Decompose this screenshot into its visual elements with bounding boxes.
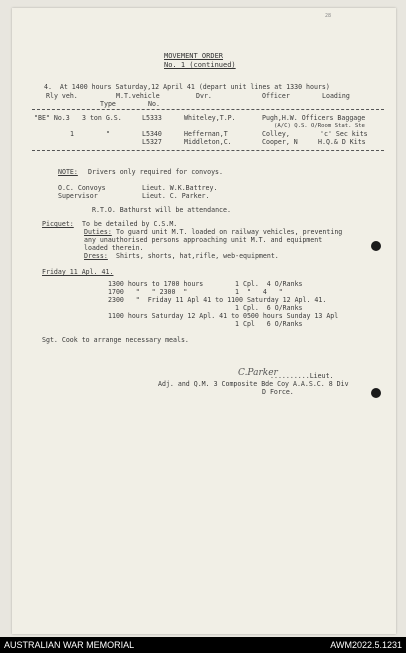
footer-right-label: AWM2022.5.1231 [330,640,402,650]
duties-label: Duties: [84,228,112,236]
header-no: No. [148,100,160,108]
header-rly-veh: Rly veh. [46,92,78,100]
adj-line: Adj. and Q.M. 3 Composite Bde Coy A.A.S.C. 8 Div [158,380,349,388]
supervisor-value: Lieut. C. Parker. [142,192,210,200]
supervisor-label: Supervisor [58,192,98,200]
d-force-line: D Force. [262,388,294,396]
row-1-rly: "BE" No.3 [34,114,70,122]
schedule-line-2: 1700 " " 2300 " 1 " 4 " [108,288,283,296]
row-2-officer: Colley, [262,130,290,138]
oc-convoys-value: Lieut. W.K.Battrey. [142,184,218,192]
header-loading: Loading [322,92,350,100]
sgt-cook-line: Sgt. Cook to arrange necessary meals. [42,336,189,344]
row-2-loading: 'c' Sec kits [320,130,368,138]
row-1-dvr: Whiteley,T.P. [184,114,236,122]
picquet-text: To be detailed by C.S.M. [82,220,178,228]
row-3-loading: H.Q.& D Kits [318,138,366,146]
corner-mark: 28 [325,13,332,19]
header-type: Type [100,100,116,108]
row-2-no: L5340 [142,130,162,138]
row-2-rly: 1 [70,130,74,138]
row-3-officer: Cooper, N [262,138,298,146]
footer-bar [0,637,406,653]
note-text: Drivers only required for convoys. [88,168,223,176]
schedule-line-5: 1100 hours Saturday 12 Apl. 41 to 0500 hours Sunday 13 Apl [108,312,339,320]
row-1-type: 3 ton G.S. [82,114,122,122]
row-1-no: L5333 [142,114,162,122]
schedule-line-1: 1300 hours to 1700 hours 1 Cpl. 4 O/Ranks [108,280,303,288]
duties-text-3: loaded therein. [84,244,144,252]
duties-text-2: any unauthorised persons approaching unit M.T. and equipment [84,236,323,244]
item-4: 4. At 1400 hours Saturday,12 April 41 (depart unit lines at 1330 hours) [44,83,330,91]
row-2-type: " [106,130,110,138]
picquet-label: Picquet: [42,220,74,228]
friday-heading: Friday 11 Apl. 41. [42,268,114,276]
schedule-line-6: 1 Cpl 6 O/Ranks [108,320,303,328]
row-2-dvr: Heffernan,T [184,130,228,138]
punch-hole-bottom [371,388,381,398]
table-bottom-rule [32,150,384,151]
schedule-line-4: 1 Cpl. 6 O/Ranks [108,304,303,312]
table-top-rule [32,109,384,110]
signature-dots: ..........Lieut. [270,372,334,380]
signature: C.Parker [238,368,278,378]
header-officer: Officer [262,92,290,100]
duties-text-1: To guard unit M.T. loaded on railway vehicles, preventing [116,228,343,236]
row-3-no: L5327 [142,138,162,146]
punch-hole-top [371,241,381,251]
order-title: MOVEMENT ORDER [164,52,224,60]
oc-convoys-label: O.C. Convoys [58,184,106,192]
row-1-extra: (A/C) Q.S. O/Room Stat. Ste [274,123,365,129]
row-3-dvr: Middleton,C. [184,138,232,146]
document-page [12,8,396,634]
note-label: NOTE: [58,168,78,176]
dress-label: Dress: [84,252,108,260]
row-1-officer: Pugh,H.W. Officers Baggage [262,114,366,122]
rto-line: R.T.O. Bathurst will be attendance. [92,206,231,214]
schedule-line-3: 2300 " Friday 11 Apl 41 to 1100 Saturday 12 Apl. 41. [108,296,327,304]
order-subtitle: No. 1 (continued) [164,61,236,69]
header-mt-vehicle: M.T.vehicle [116,92,160,100]
dress-text: Shirts, shorts, hat,rifle, web-equipment. [116,252,279,260]
footer-left-label: AUSTRALIAN WAR MEMORIAL [4,640,135,650]
header-dvr: Dvr. [196,92,212,100]
